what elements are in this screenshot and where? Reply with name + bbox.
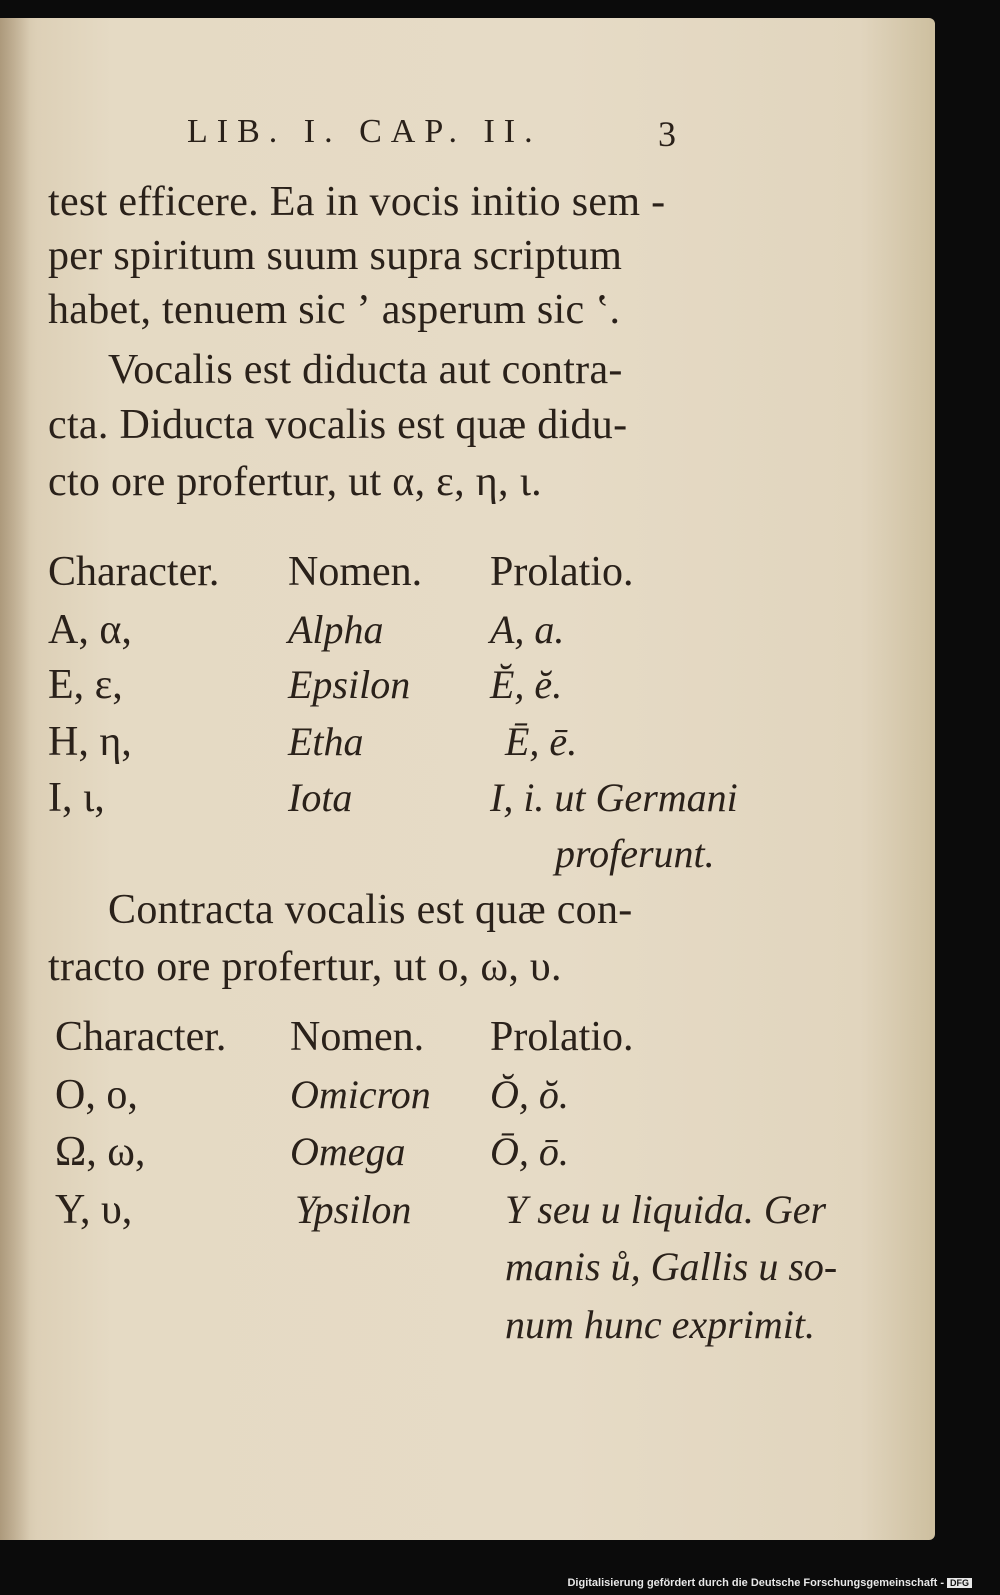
table-cell: Υ, υ, xyxy=(55,1187,133,1233)
text-line: Contracta vocalis est quæ con- xyxy=(108,887,633,933)
column-header: Character. xyxy=(55,1014,227,1060)
table-cell: Η, η, xyxy=(48,719,132,765)
table-cell: Ō, ō. xyxy=(490,1129,569,1174)
text-line: cta. Diducta vocalis est quæ didu- xyxy=(48,402,628,448)
table-cell: Ĕ, ĕ. xyxy=(490,662,563,707)
table-cell-continuation: proferunt. xyxy=(555,831,715,876)
running-title: LIB. I. CAP. II. xyxy=(187,113,542,150)
table-cell: Omega xyxy=(290,1129,406,1174)
table-cell: Omicron xyxy=(290,1072,431,1117)
column-header: Prolatio. xyxy=(490,549,634,595)
book-page xyxy=(0,18,935,1540)
page-number: 3 xyxy=(658,114,676,154)
table-cell: Ι, ι, xyxy=(48,775,105,821)
table-cell: Etha xyxy=(288,719,364,764)
text-line: Vocalis est diducta aut contra- xyxy=(108,347,623,393)
column-header: Nomen. xyxy=(288,549,423,595)
table-cell: Ο, ο, xyxy=(55,1072,138,1118)
table-cell: Ypsilon xyxy=(295,1187,412,1232)
table-cell: A, a. xyxy=(490,607,565,652)
text-line: habet, tenuem sic ʼ asperum sic ʽ. xyxy=(48,287,621,333)
credit-text: Digitalisierung gefördert durch die Deutsche Forschungsgemeinschaft - xyxy=(567,1577,944,1589)
table-cell: Ŏ, ŏ. xyxy=(490,1072,569,1117)
column-header: Character. xyxy=(48,549,220,595)
table-cell: Epsilon xyxy=(288,662,411,707)
digitization-credit xyxy=(567,1577,972,1589)
text-line: cto ore profertur, ut α, ε, η, ι. xyxy=(48,459,542,505)
text-line: per spiritum suum supra scriptum xyxy=(48,233,623,279)
table-cell: Ε, ε, xyxy=(48,662,123,708)
column-header: Prolatio. xyxy=(490,1014,634,1060)
table-cell-continuation: manis ů, Gallis u so- xyxy=(505,1244,838,1289)
table-cell: I, i. ut Germani xyxy=(490,775,738,820)
table-cell: Iota xyxy=(288,775,353,820)
table-cell: Alpha xyxy=(288,607,384,652)
text-line: test efficere. Ea in vocis initio sem - xyxy=(48,179,666,225)
dfg-logo: DFG xyxy=(947,1578,972,1588)
table-cell-continuation: num hunc exprimit. xyxy=(505,1302,815,1347)
table-cell: Y seu u liquida. Ger xyxy=(505,1187,827,1232)
column-header: Nomen. xyxy=(290,1014,425,1060)
text-line: tracto ore profertur, ut ο, ω, υ. xyxy=(48,944,562,990)
table-cell: Α, α, xyxy=(48,607,132,653)
table-cell: Ω, ω, xyxy=(55,1129,146,1175)
table-cell: Ē, ē. xyxy=(505,719,578,764)
